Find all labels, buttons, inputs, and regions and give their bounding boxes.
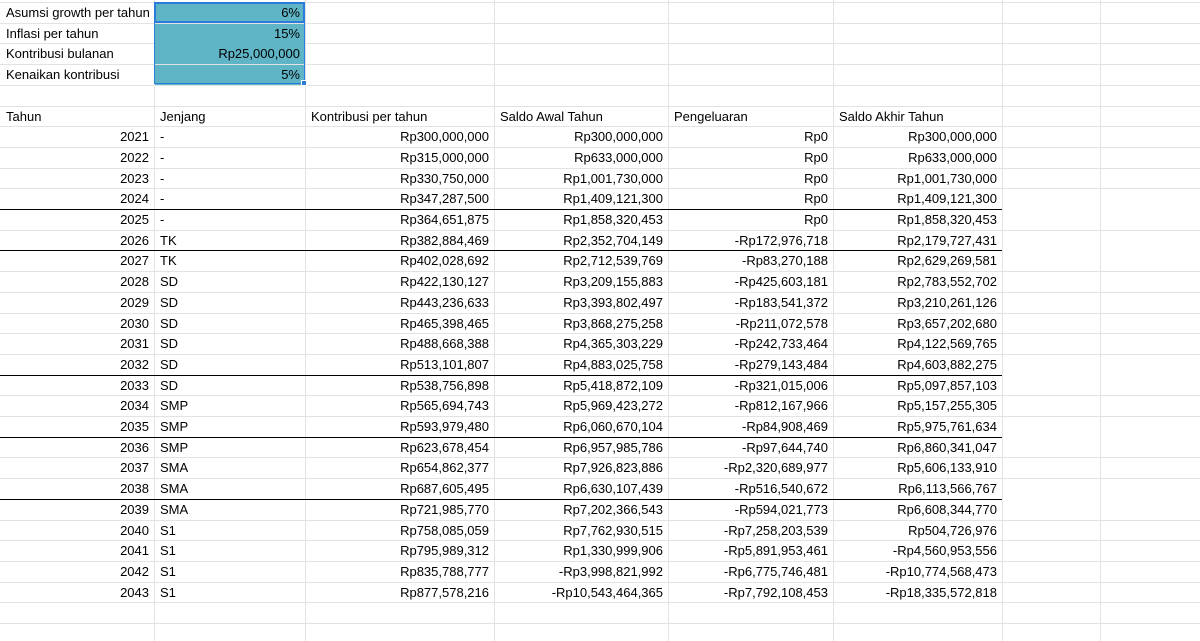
column-header[interactable]: Jenjang	[160, 109, 206, 124]
opening-balance-cell[interactable]: -Rp3,998,821,992	[558, 564, 663, 579]
contribution-cell[interactable]: Rp538,756,898	[400, 378, 489, 393]
param-value[interactable]: 5%	[155, 65, 305, 85]
year-cell[interactable]: 2024	[120, 191, 149, 206]
param-value[interactable]: Rp25,000,000	[155, 44, 305, 64]
contribution-cell[interactable]: Rp593,979,480	[400, 419, 489, 434]
level-cell[interactable]: SD	[160, 378, 179, 393]
contribution-cell[interactable]: Rp721,985,770	[400, 502, 489, 517]
closing-balance-cell[interactable]: Rp6,113,566,767	[898, 481, 997, 496]
closing-balance-cell[interactable]: Rp3,210,261,126	[897, 295, 997, 310]
year-cell[interactable]: 2025	[120, 212, 149, 227]
opening-balance-cell[interactable]: Rp1,330,999,906	[563, 543, 663, 558]
opening-balance-cell[interactable]: Rp3,393,802,497	[563, 295, 663, 310]
column-gridline	[1002, 0, 1003, 641]
contribution-cell[interactable]: Rp330,750,000	[400, 171, 489, 186]
closing-balance-cell[interactable]: Rp5,097,857,103	[897, 378, 997, 393]
closing-balance-cell[interactable]: -Rp10,774,568,473	[885, 564, 997, 579]
opening-balance-cell[interactable]: Rp6,630,107,439	[563, 481, 663, 496]
param-label[interactable]: Asumsi growth per tahun	[6, 5, 150, 20]
level-cell[interactable]: SD	[160, 316, 179, 331]
expense-cell[interactable]: Rp0	[804, 129, 828, 144]
expense-cell[interactable]: -Rp279,143,484	[734, 357, 828, 372]
closing-balance-cell[interactable]: -Rp4,560,953,556	[892, 543, 997, 558]
year-cell[interactable]: 2037	[120, 460, 149, 475]
year-cell[interactable]: 2042	[120, 564, 149, 579]
level-cell[interactable]: -	[160, 129, 165, 144]
contribution-cell[interactable]: Rp795,989,312	[400, 543, 489, 558]
contribution-cell[interactable]: Rp422,130,127	[400, 274, 489, 289]
column-header[interactable]: Kontribusi per tahun	[311, 109, 428, 124]
expense-cell[interactable]: -Rp172,976,718	[734, 233, 828, 248]
opening-balance-cell[interactable]: Rp6,060,670,104	[563, 419, 663, 434]
closing-balance-cell[interactable]: Rp633,000,000	[908, 150, 997, 165]
opening-balance-cell[interactable]: Rp633,000,000	[574, 150, 663, 165]
level-cell[interactable]: SD	[160, 274, 179, 289]
level-cell[interactable]: SMA	[160, 481, 189, 496]
closing-balance-cell[interactable]: Rp3,657,202,680	[897, 316, 997, 331]
contribution-cell[interactable]: Rp877,578,216	[400, 585, 489, 600]
fill-handle[interactable]	[301, 80, 307, 86]
opening-balance-cell[interactable]: -Rp10,543,464,365	[551, 585, 663, 600]
closing-balance-cell[interactable]: Rp2,783,552,702	[897, 274, 997, 289]
level-cell[interactable]: SD	[160, 336, 179, 351]
opening-balance-cell[interactable]: Rp1,409,121,300	[563, 191, 663, 206]
contribution-cell[interactable]: Rp758,085,059	[400, 523, 489, 538]
closing-balance-cell[interactable]: Rp4,122,569,765	[897, 336, 997, 351]
opening-balance-cell[interactable]: Rp6,957,985,786	[563, 440, 663, 455]
year-cell[interactable]: 2041	[120, 543, 149, 558]
contribution-cell[interactable]: Rp565,694,743	[400, 398, 489, 413]
expense-cell[interactable]: -Rp812,167,966	[734, 398, 828, 413]
opening-balance-cell[interactable]: Rp3,209,155,883	[563, 274, 663, 289]
expense-cell[interactable]: Rp0	[804, 150, 828, 165]
expense-cell[interactable]: -Rp2,320,689,977	[723, 460, 828, 475]
expense-cell[interactable]: -Rp242,733,464	[734, 336, 828, 351]
level-cell[interactable]: S1	[160, 585, 176, 600]
closing-balance-cell[interactable]: Rp2,179,727,431	[897, 233, 997, 248]
param-label[interactable]: Kenaikan kontribusi	[6, 67, 120, 82]
year-cell[interactable]: 2043	[120, 585, 149, 600]
column-header[interactable]: Saldo Awal Tahun	[500, 109, 603, 124]
level-cell[interactable]: SD	[160, 295, 179, 310]
column-header[interactable]: Saldo Akhir Tahun	[839, 109, 944, 124]
expense-cell[interactable]: -Rp425,603,181	[734, 274, 828, 289]
closing-balance-cell[interactable]: Rp6,608,344,770	[897, 502, 997, 517]
year-cell[interactable]: 2031	[120, 336, 149, 351]
level-cell[interactable]: S1	[160, 543, 176, 558]
year-cell[interactable]: 2040	[120, 523, 149, 538]
closing-balance-cell[interactable]: Rp300,000,000	[908, 129, 997, 144]
column-header[interactable]: Tahun	[6, 109, 42, 124]
opening-balance-cell[interactable]: Rp4,365,303,229	[563, 336, 663, 351]
expense-cell[interactable]: -Rp6,775,746,481	[723, 564, 828, 579]
level-cell[interactable]: SD	[160, 357, 179, 372]
year-cell[interactable]: 2021	[120, 129, 149, 144]
closing-balance-cell[interactable]: Rp5,157,255,305	[897, 398, 997, 413]
level-cell[interactable]: SMA	[160, 502, 189, 517]
level-cell[interactable]: -	[160, 191, 165, 206]
year-cell[interactable]: 2036	[120, 440, 149, 455]
year-cell[interactable]: 2035	[120, 419, 149, 434]
contribution-cell[interactable]: Rp465,398,465	[400, 316, 489, 331]
contribution-cell[interactable]: Rp315,000,000	[400, 150, 489, 165]
contribution-cell[interactable]: Rp402,028,692	[400, 253, 489, 268]
expense-cell[interactable]: -Rp183,541,372	[734, 295, 828, 310]
level-cell[interactable]: -	[160, 212, 165, 227]
year-cell[interactable]: 2030	[120, 316, 149, 331]
year-cell[interactable]: 2026	[120, 233, 149, 248]
level-cell[interactable]: SMP	[160, 419, 189, 434]
contribution-cell[interactable]: Rp488,668,388	[400, 336, 489, 351]
opening-balance-cell[interactable]: Rp300,000,000	[574, 129, 663, 144]
contribution-cell[interactable]: Rp382,884,469	[400, 233, 489, 248]
contribution-cell[interactable]: Rp443,236,633	[400, 295, 489, 310]
column-header[interactable]: Pengeluaran	[674, 109, 748, 124]
closing-balance-cell[interactable]: Rp4,603,882,275	[897, 357, 997, 372]
param-value[interactable]: 15%	[155, 24, 305, 44]
contribution-cell[interactable]: Rp513,101,807	[400, 357, 489, 372]
expense-cell[interactable]: -Rp5,891,953,461	[723, 543, 828, 558]
closing-balance-cell[interactable]: Rp1,409,121,300	[897, 191, 997, 206]
param-label[interactable]: Kontribusi bulanan	[6, 46, 114, 61]
opening-balance-cell[interactable]: Rp2,352,704,149	[563, 233, 663, 248]
expense-cell[interactable]: -Rp516,540,672	[734, 481, 828, 496]
year-cell[interactable]: 2039	[120, 502, 149, 517]
level-cell[interactable]: SMP	[160, 440, 189, 455]
opening-balance-cell[interactable]: Rp5,969,423,272	[563, 398, 663, 413]
param-label[interactable]: Inflasi per tahun	[6, 26, 99, 41]
year-cell[interactable]: 2033	[120, 378, 149, 393]
closing-balance-cell[interactable]: Rp6,860,341,047	[897, 440, 997, 455]
opening-balance-cell[interactable]: Rp2,712,539,769	[563, 253, 663, 268]
contribution-cell[interactable]: Rp364,651,875	[400, 212, 489, 227]
expense-cell[interactable]: -Rp84,908,469	[741, 419, 828, 434]
closing-balance-cell[interactable]: Rp1,001,730,000	[897, 171, 997, 186]
closing-balance-cell[interactable]: Rp5,606,133,910	[897, 460, 997, 475]
level-cell[interactable]: S1	[160, 523, 176, 538]
year-cell[interactable]: 2038	[120, 481, 149, 496]
expense-cell[interactable]: -Rp321,015,006	[734, 378, 828, 393]
closing-balance-cell[interactable]: Rp1,858,320,453	[897, 212, 997, 227]
year-cell[interactable]: 2034	[120, 398, 149, 413]
year-cell[interactable]: 2027	[120, 253, 149, 268]
row-gridline	[0, 85, 1200, 86]
expense-cell[interactable]: -Rp7,258,203,539	[723, 523, 828, 538]
year-cell[interactable]: 2022	[120, 150, 149, 165]
contribution-cell[interactable]: Rp654,862,377	[400, 460, 489, 475]
expense-cell[interactable]: -Rp594,021,773	[734, 502, 828, 517]
opening-balance-cell[interactable]: Rp7,762,930,515	[563, 523, 663, 538]
year-cell[interactable]: 2023	[120, 171, 149, 186]
level-cell[interactable]: SMA	[160, 460, 189, 475]
level-cell[interactable]: -	[160, 150, 165, 165]
opening-balance-cell[interactable]: Rp7,926,823,886	[563, 460, 663, 475]
level-cell[interactable]: TK	[160, 233, 177, 248]
contribution-cell[interactable]: Rp835,788,777	[400, 564, 489, 579]
param-value[interactable]: 6%	[155, 3, 305, 23]
expense-cell[interactable]: Rp0	[804, 171, 828, 186]
opening-balance-cell[interactable]: Rp7,202,366,543	[563, 502, 663, 517]
contribution-cell[interactable]: Rp300,000,000	[400, 129, 489, 144]
closing-balance-cell[interactable]: -Rp18,335,572,818	[885, 585, 997, 600]
expense-cell[interactable]: -Rp7,792,108,453	[723, 585, 828, 600]
expense-cell[interactable]: Rp0	[804, 212, 828, 227]
opening-balance-cell[interactable]: Rp1,858,320,453	[563, 212, 663, 227]
contribution-cell[interactable]: Rp687,605,495	[400, 481, 489, 496]
level-cell[interactable]: S1	[160, 564, 176, 579]
level-cell[interactable]: SMP	[160, 398, 189, 413]
contribution-cell[interactable]: Rp623,678,454	[400, 440, 489, 455]
opening-balance-cell[interactable]: Rp1,001,730,000	[563, 171, 663, 186]
opening-balance-cell[interactable]: Rp5,418,872,109	[563, 378, 663, 393]
year-cell[interactable]: 2032	[120, 357, 149, 372]
expense-cell[interactable]: Rp0	[804, 191, 828, 206]
level-cell[interactable]: -	[160, 171, 165, 186]
closing-balance-cell[interactable]: Rp504,726,976	[908, 523, 997, 538]
expense-cell[interactable]: -Rp211,072,578	[735, 316, 828, 331]
expense-cell[interactable]: -Rp97,644,740	[741, 440, 828, 455]
contribution-cell[interactable]: Rp347,287,500	[400, 191, 489, 206]
column-gridline	[1100, 0, 1101, 641]
closing-balance-cell[interactable]: Rp5,975,761,634	[897, 419, 997, 434]
year-cell[interactable]: 2028	[120, 274, 149, 289]
opening-balance-cell[interactable]: Rp4,883,025,758	[563, 357, 663, 372]
opening-balance-cell[interactable]: Rp3,868,275,258	[563, 316, 663, 331]
row-gridline	[0, 623, 1200, 624]
expense-cell[interactable]: -Rp83,270,188	[741, 253, 828, 268]
year-cell[interactable]: 2029	[120, 295, 149, 310]
level-cell[interactable]: TK	[160, 253, 177, 268]
closing-balance-cell[interactable]: Rp2,629,269,581	[897, 253, 997, 268]
